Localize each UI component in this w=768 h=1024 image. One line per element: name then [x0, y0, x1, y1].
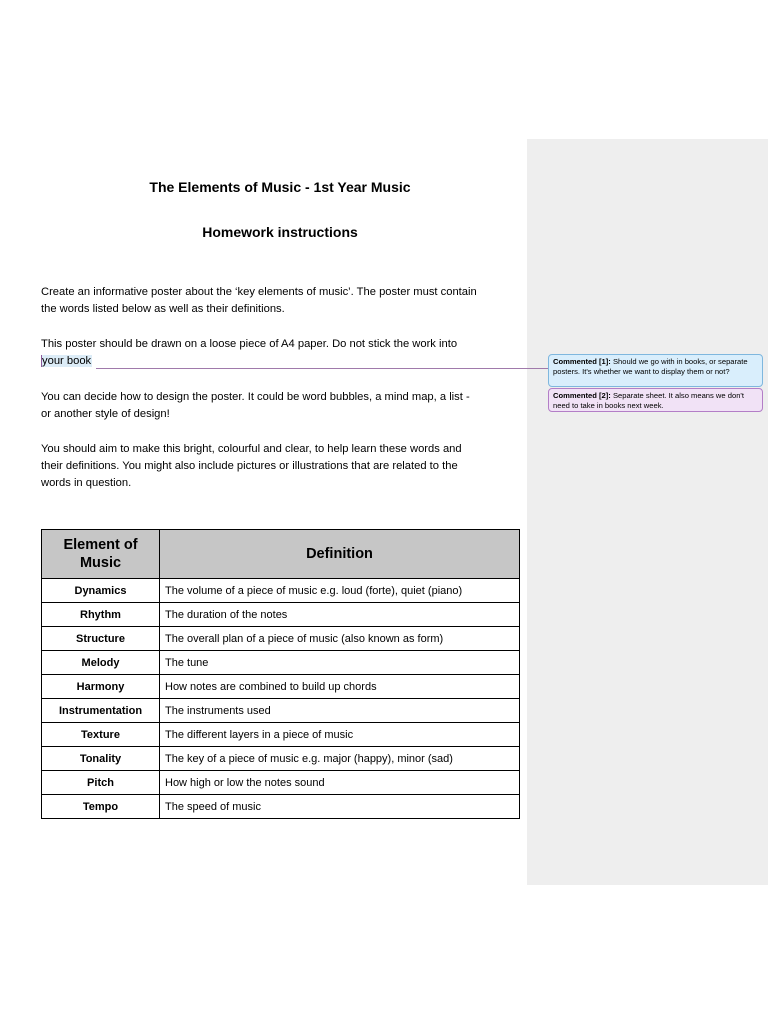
- table-row: [42, 771, 520, 795]
- table-row: [42, 675, 520, 699]
- document-title: The Elements of Music - 1st Year Music: [149, 179, 411, 195]
- term-cell: Melody: [42, 651, 160, 675]
- table-row: [42, 747, 520, 771]
- paragraph-2-line-1: This poster should be drawn on a loose piece of A4 paper. Do not stick the work into: [41, 338, 458, 350]
- table-row: [42, 651, 520, 675]
- term-cell: Harmony: [42, 675, 160, 699]
- paragraph-3: [41, 389, 519, 423]
- definition-cell: The tune: [160, 651, 520, 675]
- table-row: [42, 723, 520, 747]
- definition-cell: The volume of a piece of music e.g. loud (forte), quiet (piano): [160, 579, 520, 603]
- paragraph-1-line-1: Create an informative poster about the ‘key elements of music’. The poster must contain: [41, 286, 477, 298]
- comment-2-text: Separate sheet. It also means we don't need to take in books next week.: [553, 391, 744, 410]
- definition-cell: How high or low the notes sound: [160, 771, 520, 795]
- term-cell: Tonality: [42, 747, 160, 771]
- comment-1[interactable]: [548, 354, 763, 387]
- comment-2-author: Commented [2]:: [553, 391, 611, 400]
- term-cell: Pitch: [42, 771, 160, 795]
- definition-cell: The duration of the notes: [160, 603, 520, 627]
- definition-cell: The instruments used: [160, 699, 520, 723]
- table-row: [42, 627, 520, 651]
- commented-text-highlight[interactable]: your book: [42, 355, 92, 367]
- paragraph-3-line-2: or another style of design!: [41, 408, 170, 420]
- term-cell: Tempo: [42, 795, 160, 819]
- table-row: [42, 603, 520, 627]
- paragraph-1-line-2: the words listed below as well as their definitions.: [41, 303, 285, 315]
- comment-2[interactable]: [548, 388, 763, 412]
- header-definition: Definition: [160, 530, 520, 579]
- paragraph-3-line-1: You can decide how to design the poster. It could be word bubbles, a mind map, a list -: [41, 391, 470, 403]
- paragraph-1: [41, 284, 519, 318]
- table-row: [42, 579, 520, 603]
- definition-cell: The overall plan of a piece of music (also known as form): [160, 627, 520, 651]
- table-row: [42, 699, 520, 723]
- paragraph-4-line-3: words in question.: [41, 477, 132, 489]
- definition-cell: How notes are combined to build up chords: [160, 675, 520, 699]
- term-cell: Rhythm: [42, 603, 160, 627]
- comment-connector-line: [96, 368, 548, 369]
- comment-1-author: Commented [1]:: [553, 357, 611, 366]
- document-subtitle: Homework instructions: [202, 224, 358, 240]
- comment-1-text: Should we go with in books, or separate posters. It's whether we want to display them or not?: [553, 357, 748, 376]
- definition-cell: The key of a piece of music e.g. major (happy), minor (sad): [160, 747, 520, 771]
- definition-cell: The speed of music: [160, 795, 520, 819]
- header-element-of-music: Element of Music: [42, 530, 160, 579]
- paragraph-4: [41, 441, 519, 492]
- term-cell: Instrumentation: [42, 699, 160, 723]
- table-header-row: [42, 530, 520, 579]
- comment-margin-pane: [527, 139, 768, 885]
- term-cell: Texture: [42, 723, 160, 747]
- term-cell: Structure: [42, 627, 160, 651]
- paragraph-4-line-2: their definitions. You might also include pictures or illustrations that are related to the: [41, 460, 458, 472]
- paragraph-2: [41, 336, 519, 370]
- elements-table: [41, 529, 520, 819]
- paragraph-4-line-1: You should aim to make this bright, colourful and clear, to help learn these words and: [41, 443, 462, 455]
- definition-cell: The different layers in a piece of music: [160, 723, 520, 747]
- term-cell: Dynamics: [42, 579, 160, 603]
- table-row: [42, 795, 520, 819]
